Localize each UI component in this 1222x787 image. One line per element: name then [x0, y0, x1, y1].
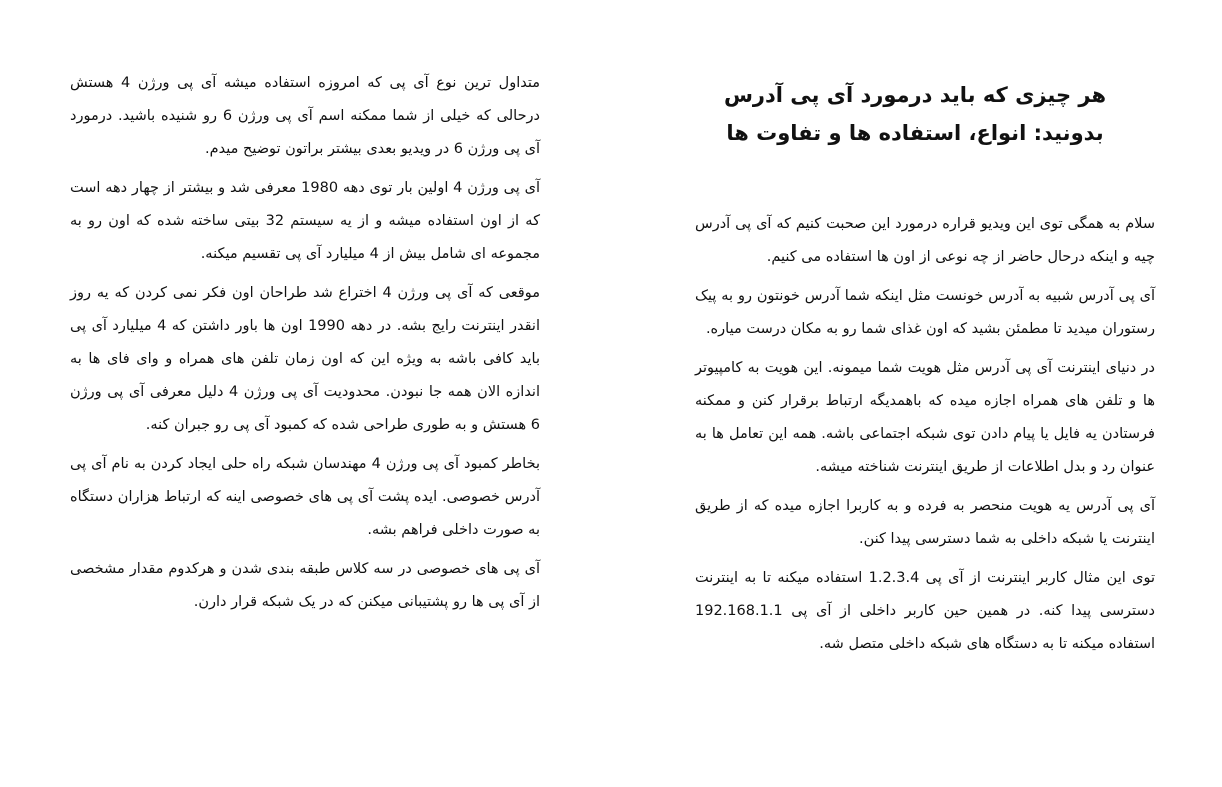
right-paragraph-1: سلام به همگی توی این ویدیو قراره درمورد این صحبت کنیم که آی پی آدرس چیه و اینکه درحال حاضر از چه نوعی از اون ها استفاده می کنیم.	[695, 216, 1155, 265]
left-paragraph-1: متداول ترین نوع آی پی که امروزه استفاده میشه آی پی ورژن 4 هستش درحالی که خیلی از شما ممکنه اسم آی پی ورژن 6 رو شنیده باشید. درمورد آی پی ورژن 6 در ویدیو بعدی بیشتر براتون توضیح میدم.	[70, 75, 541, 157]
left-column	[70, 67, 540, 625]
left-paragraph-5: آی پی های خصوصی در سه کلاس طبقه بندی شدن و هرکدوم مقدار مشخصی از آی پی ها رو پشتیبانی میکنن که در یک شبکه قرار دارن.	[70, 561, 540, 610]
right-paragraph-5: توی این مثال کاربر اینترنت از آی پی 1.2.3.4 استفاده میکنه تا به اینترنت دسترسی پیدا کنه. در همین حین کاربر داخلی از آی پی 192.168.1.1 استفاده میکنه تا به دستگاه های شبکه داخلی متصل شه.	[695, 570, 1155, 652]
right-column	[695, 76, 1155, 667]
left-paragraph-4: بخاطر کمبود آی پی ورژن 4 مهندسان شبکه راه حلی ایجاد کردن به نام آی پی آدرس خصوصی. ایده پشت آی پی های خصوصی اینه که ارتباط هزاران دستگاه به صورت داخلی فراهم بشه.	[70, 456, 540, 538]
left-paragraph-2: آی پی ورژن 4 اولین بار توی دهه 1980 معرفی شد و بیشتر از چهار دهه است که از اون استفاده میشه و از یه سیستم 32 بیتی ساخته شده که اون رو به مجموعه ای شامل بیش از 4 میلیارد آی پی تقسیم میکنه.	[70, 180, 540, 262]
right-paragraph-3: در دنیای اینترنت آی پی آدرس مثل هویت شما میمونه. این هویت به کامپیوتر ها و تلفن های همراه اجازه میده که باهمدیگه ارتباط برقرار کنن و ممکنه فرستادن یه فایل یا پیام دادن توی شبکه اجتماعی باشه. همه این تعامل ها به عنوان رد و بدل اطلاعات از طریق اینترنت شناخته میشه.	[695, 360, 1155, 475]
right-paragraph-4: آی پی آدرس یه هویت منحصر به فرده و به کاربرا اجازه میده که از طریق اینترنت یا شبکه داخلی به شما دسترسی پیدا کنن.	[695, 498, 1155, 547]
right-paragraph-2: آی پی آدرس شبیه به آدرس خونست مثل اینکه شما آدرس خونتون رو به پیک رستوران میدید تا مطمئن بشید که اون غذای شما رو به مکان درست میاره.	[695, 288, 1155, 337]
left-paragraph-3: موقعی که آی پی ورژن 4 اختراع شد طراحان اون فکر نمی کردن که یه روز انقدر اینترنت رایج بشه. در دهه 1990 اون ها باور داشتن که 4 میلیارد آی پی باید کافی باشه به ویژه این که اون زمان تلفن های همراه و وای فای ها به اندازه الان همه جا نبودن. محدودیت آی پی ورژن 4 دلیل معرفی آی پی ورژن 6 هستش و به طوری طراحی شده که کمبود آی پی رو جبران کنه.	[70, 285, 541, 433]
page-title: هر چیزی که باید درمورد آی پی آدرس بدونید: انواع، استفاده ها و تفاوت ها	[723, 83, 1107, 145]
